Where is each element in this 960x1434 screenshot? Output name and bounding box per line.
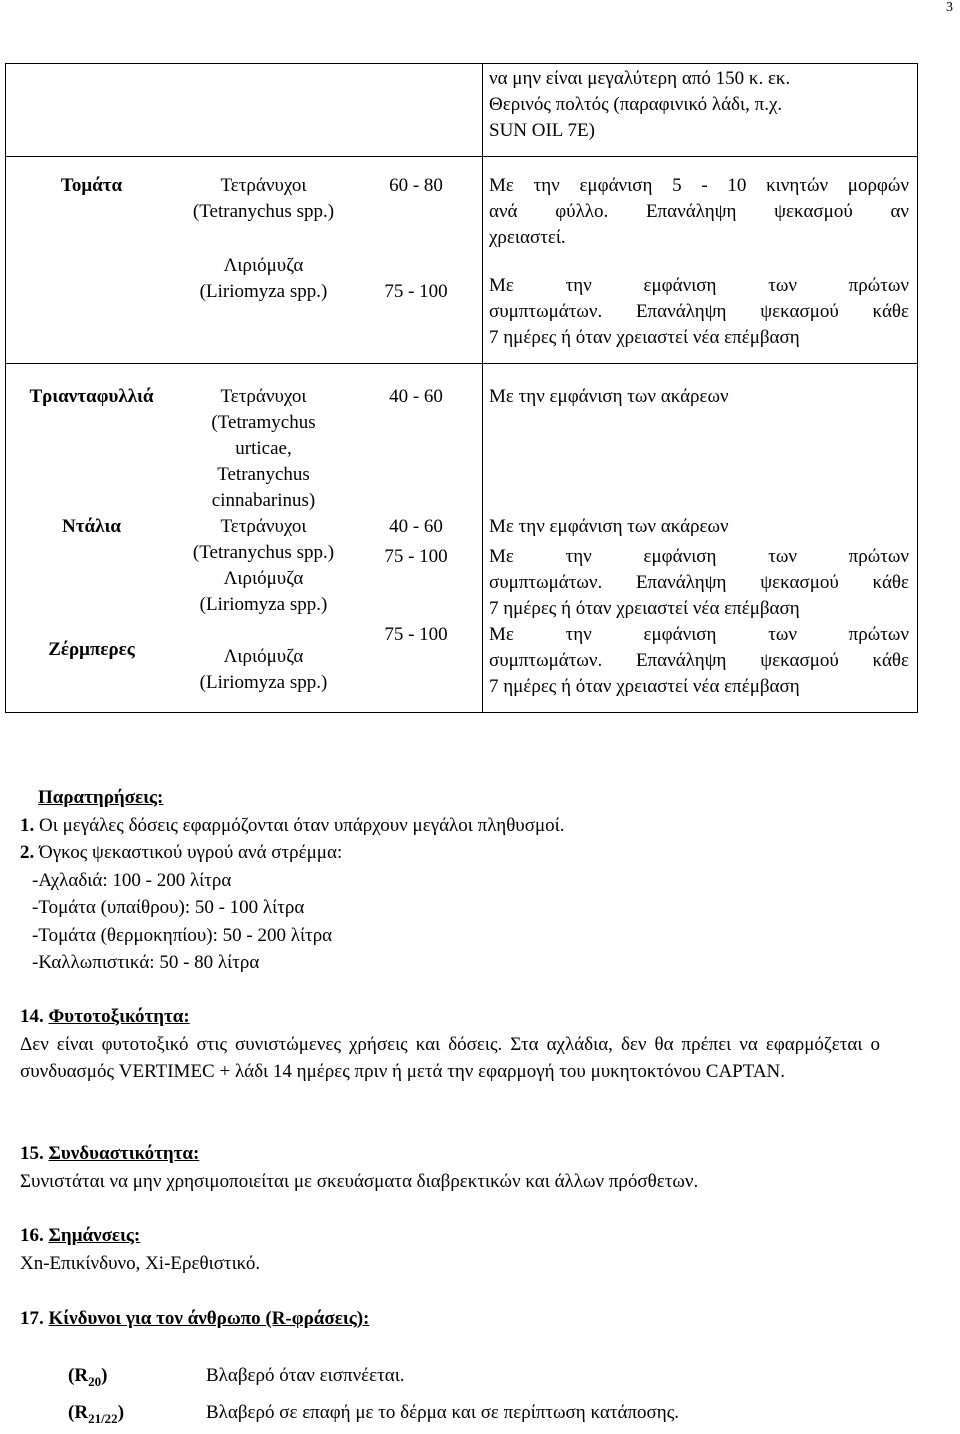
pest-line: Τετράνυχοι xyxy=(220,386,307,407)
crop-name: Τομάτα xyxy=(60,175,123,196)
section-title: Συνδυαστικότητα: xyxy=(48,1143,200,1164)
crop-name: Τριανταφυλλιά xyxy=(29,386,154,407)
notes-line: Με την εμφάνιση των πρώτων xyxy=(489,624,909,645)
remarks-block xyxy=(20,784,880,977)
notes-cell xyxy=(483,364,918,713)
table-row xyxy=(6,64,918,157)
notes-line: Με την εμφάνιση των ακάρεων xyxy=(489,516,729,537)
notes-line: Θερινός πολτός (παραφινικό λάδι, π.χ. xyxy=(489,94,783,115)
dose-value: 60 - 80 xyxy=(389,175,443,196)
remark-text: Οι μεγάλες δόσεις εφαρμόζονται όταν υπάρχουν μεγάλοι πληθυσμοί. xyxy=(34,814,565,836)
pest-line: urticae, xyxy=(235,438,292,459)
table-row xyxy=(6,157,918,364)
section-number: 14. xyxy=(20,1006,49,1027)
pest-cell xyxy=(177,364,350,713)
pest-line: Tetranychus xyxy=(217,464,310,485)
dose-cell xyxy=(350,64,483,157)
dose-value: 75 - 100 xyxy=(384,546,448,567)
dose-cell xyxy=(350,364,483,713)
section-title: Φυτοτοξικότητα: xyxy=(48,1006,190,1027)
volume-item: -Αχλαδιά: 100 - 200 λίτρα xyxy=(32,869,232,891)
pest-line: (Tetranychus spp.) xyxy=(192,542,335,563)
r-phrase-row xyxy=(68,1360,679,1397)
remark-item-2 xyxy=(20,839,880,867)
notes-line: Με την εμφάνιση 5 - 10 κινητών μορφών xyxy=(489,175,909,196)
remarks-heading: Παρατηρήσεις: xyxy=(38,787,164,808)
section-title: Σημάνσεις: xyxy=(48,1225,141,1246)
section-title: Κίνδυνοι για τον άνθρωπο (R-φράσεις): xyxy=(48,1308,370,1329)
pest-line: Λιριόμυζα xyxy=(223,646,304,667)
notes-line: συμπτωμάτων. Επανάληψη ψεκασμού κάθε xyxy=(489,572,909,593)
pest-line: cinnabarinus) xyxy=(211,490,316,511)
crop-name: Ζέρμπερες xyxy=(48,639,135,660)
section-number: 15. xyxy=(20,1143,49,1164)
r-phrase-code: $(R_{21/22})$ xyxy=(68,1401,125,1426)
dose-value: 75 - 100 xyxy=(384,624,448,645)
pest-line: Τετράνυχοι xyxy=(220,175,307,196)
notes-line: συμπτωμάτων. Επανάληψη ψεκασμού κάθε xyxy=(489,650,909,671)
section-r-phrases xyxy=(20,1305,880,1333)
notes-line: Με την εμφάνιση των πρώτων xyxy=(489,275,909,296)
table-row xyxy=(6,364,918,713)
section-number: 16. xyxy=(20,1225,49,1246)
volume-item: -Τομάτα (υπαίθρου): 50 - 100 λίτρα xyxy=(32,897,305,918)
notes-cell xyxy=(483,157,918,364)
section-compatibility xyxy=(20,1140,880,1195)
crop-cell xyxy=(6,157,178,364)
dosage-table xyxy=(5,63,918,713)
pest-line: (Liriomyza spp.) xyxy=(199,672,328,693)
dose-value: 75 - 100 xyxy=(384,281,448,302)
pest-line: (Liriomyza spp.) xyxy=(199,281,328,302)
notes-line: 7 ημέρες ή όταν χρειαστεί νέα επέμβαση xyxy=(489,598,800,619)
pest-line: (Tetranychus spp.) xyxy=(192,201,335,222)
remark-text: Όγκος ψεκαστικού υγρού ανά στρέμμα: xyxy=(34,842,343,863)
pest-line: Λιριόμυζα xyxy=(223,255,304,276)
notes-cell xyxy=(483,64,918,157)
pest-line: Τετράνυχοι xyxy=(220,516,307,537)
notes-line: 7 ημέρες ή όταν χρειαστεί νέα επέμβαση xyxy=(489,676,800,697)
r-phrase-code: $(R_{20})$ xyxy=(68,1365,108,1389)
pest-line: Λιριόμυζα xyxy=(223,568,304,589)
pest-cell xyxy=(177,64,350,157)
crop-cell xyxy=(6,64,178,157)
volume-list xyxy=(32,867,880,977)
volume-item: -Καλλωπιστικά: 50 - 80 λίτρα xyxy=(32,952,260,973)
crop-cell xyxy=(6,364,178,713)
page-number: 3 xyxy=(946,0,953,15)
section-phytotoxicity xyxy=(20,1003,880,1086)
r-phrase-text: Βλαβερό όταν εισπνέεται. xyxy=(206,1365,405,1386)
volume-item: -Τομάτα (θερμοκηπίου): 50 - 200 λίτρα xyxy=(32,924,333,946)
remark-number: 2. xyxy=(20,842,35,863)
notes-line: χρειαστεί. xyxy=(489,227,566,248)
dose-value: 40 - 60 xyxy=(389,386,443,407)
r-phrase-text: Βλαβερό σε επαφή με το δέρμα και σε περίπτωση κατάποσης. xyxy=(206,1401,679,1423)
notes-line: ανά φύλλο. Επανάληψη ψεκασμού αν xyxy=(489,201,909,222)
section-number: 17. xyxy=(20,1308,49,1329)
dose-value: 40 - 60 xyxy=(389,516,443,537)
pest-line: (Liriomyza spp.) xyxy=(199,594,328,615)
notes-line: Με την εμφάνιση των πρώτων xyxy=(489,546,909,567)
section-text: Δεν είναι φυτοτοξικό στις συνιστώμενες χρήσεις και δόσεις. Στα αχλάδια, δεν θα πρέπει να εφαρμόζεται ο συνδυασμός VERTIMEC + λάδι 14 ημέρες πριν ή μετά την εφαρμογή του μυκητοκτόνου CAPTAN. xyxy=(20,1033,880,1082)
notes-line: συμπτωμάτων. Επανάληψη ψεκασμού κάθε xyxy=(489,301,909,322)
section-text: Xn-Επικίνδυνο, Xi-Ερεθιστικό. xyxy=(20,1252,261,1274)
notes-line: Με την εμφάνιση των ακάρεων xyxy=(489,386,729,407)
dose-cell xyxy=(350,157,483,364)
notes-line: 7 ημέρες ή όταν χρειαστεί νέα επέμβαση xyxy=(489,327,800,348)
r-phrase-row xyxy=(68,1397,679,1434)
section-labels xyxy=(20,1222,880,1277)
remark-number: 1. xyxy=(20,814,35,836)
notes-line: να μην είναι μεγαλύτερη από 150 κ. εκ. xyxy=(489,68,791,89)
section-text: Συνιστάται να μην χρησιμοποιείται με σκευάσματα διαβρεκτικών και άλλων πρόσθετων. xyxy=(20,1170,699,1192)
notes-line: SUN OIL 7E) xyxy=(489,120,595,141)
crop-name: Ντάλια xyxy=(62,516,121,537)
pest-line: (Tetramychus xyxy=(211,412,316,433)
pest-cell xyxy=(177,157,350,364)
remark-item-1 xyxy=(20,812,880,840)
